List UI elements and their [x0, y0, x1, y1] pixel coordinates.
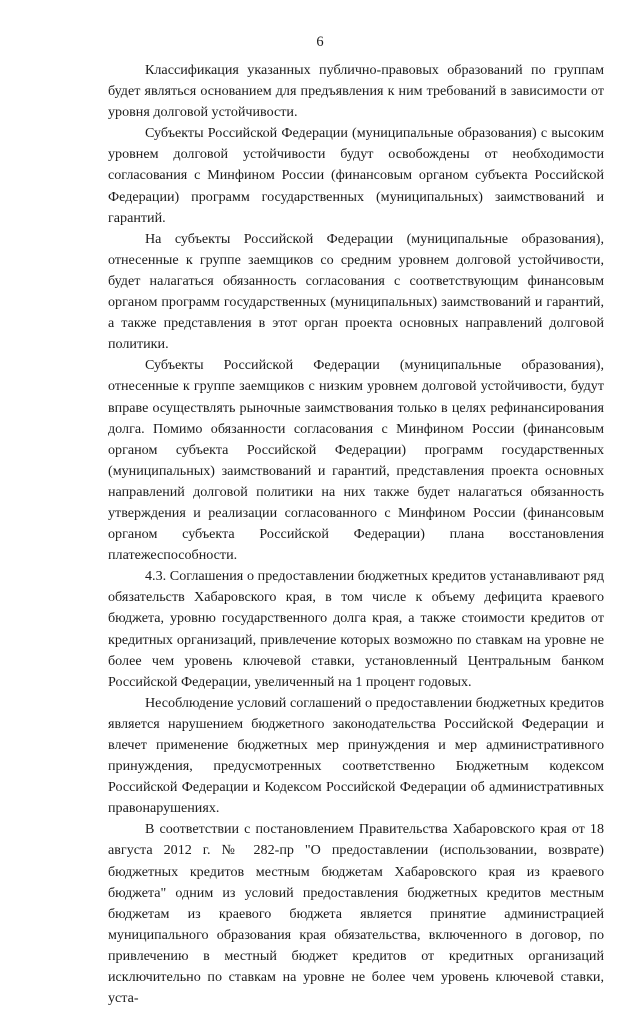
paragraph-7: В соответствии с постановлением Правительства Хабаровского края от 18 августа 2012 г. № 282-пр "О предоставлении (использовании, возврате) бюджетных кредитов местным бюджетам Хабаровского края из краевого бюджета" одним из условий предоставления бюджетных кредитов местным бюджетам из краевого бюджета является принятие администрацией муниципального образования края обязательства, включенного в договор, по привлечению в местный бюджет кредитов от кредитных организаций исключительно по ставкам на уровне не более чем уровень ключевой ставки, уста- — [108, 821, 604, 1007]
paragraph-5: 4.3. Соглашения о предоставлении бюджетных кредитов устанавливают ряд обязательств Хабаровского края, в том числе к объему дефицита краевого бюджета, уровню государственного долга края, а также стоимости кредитов от кредитных организаций, привлечение которых возможно по ставкам на уровне не более чем уровень ключевой ставки, установленный Центральным банком Российской Федерации, увеличенный на 1 процент годовых. — [108, 568, 604, 690]
paragraph-1: Классификация указанных публично-правовых образований по группам будет являться основанием для предъявления к ним требований в зависимости от уровня долговой устойчивости. — [108, 62, 604, 121]
paragraph-3: На субъекты Российской Федерации (муниципальные образования), отнесенные к группе заемщиков со средним уровнем долговой устойчивости, будет налагаться обязанность согласования с соответствующим финансовым органом программ государственных (муниципальных) заимствований и гарантий, а также представления в этот орган проекта основных направлений долговой политики. — [108, 230, 604, 353]
document-body — [108, 60, 604, 1009]
paragraph-6: Несоблюдение условий соглашений о предоставлении бюджетных кредитов является нарушением бюджетного законодательства Российской Федерации и влечет применение бюджетных мер принуждения и мер административного принуждения, предусмотренных соответственно Бюджетным кодексом Российской Федерации и Кодексом Российской Федерации об административных правонарушениях. — [108, 694, 604, 817]
paragraph-4: Субъекты Российской Федерации (муниципальные образования), отнесенные к группе заемщиков с низким уровнем долговой устойчивости, будут вправе осуществлять рыночные заимствования только в целях рефинансирования долга. Помимо обязанности согласования с Минфином России (финансовым органом субъекта Российской Федерации) программ государственных (муниципальных) заимствований и гарантий, представления проекта основных направлений долговой политики на них также будет налагаться обязанность утверждения и реализации согласованного с Минфином России (финансовым органом субъекта Российской Федерации) плана восстановления платежеспособности. — [108, 357, 604, 564]
paragraph-2: Субъекты Российской Федерации (муниципальные образования) с высоким уровнем долговой устойчивости будут освобождены от необходимости согласования с Минфином России (финансовым органом субъекта Российской Федерации) программ государственных (муниципальных) заимствований и гарантий. — [108, 125, 604, 226]
page-number: 6 — [316, 34, 324, 50]
